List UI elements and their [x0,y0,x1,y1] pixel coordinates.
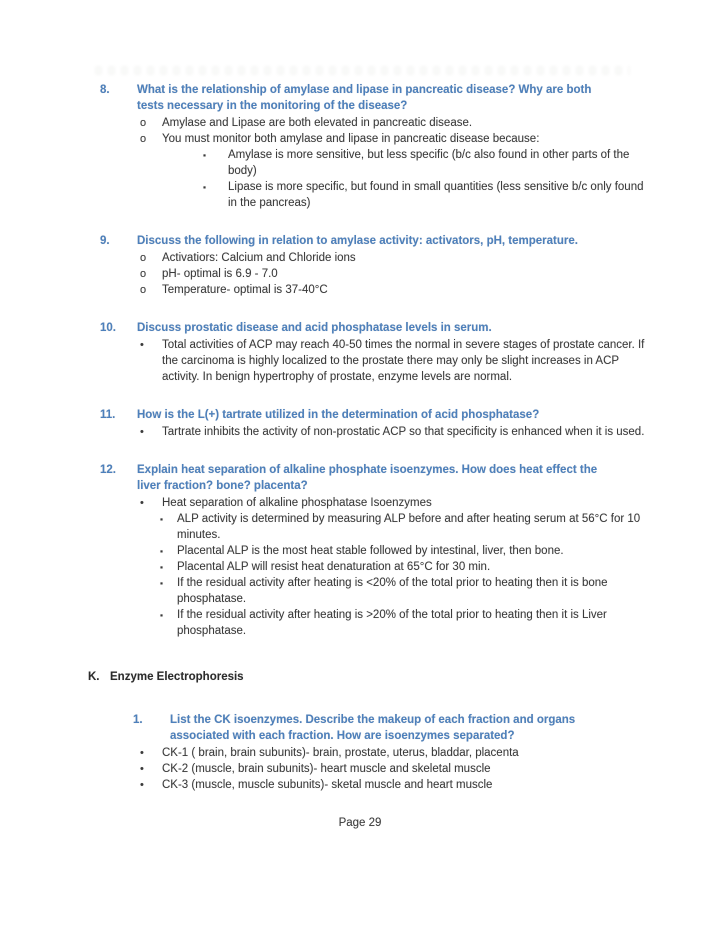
answer-item [160,511,645,543]
answer-text: If the residual activity after heating is <20% of the total prior to heating then it is bone phosphatase. [177,577,608,605]
question-heading-row [100,320,645,336]
answer-item [140,282,645,298]
answer-text: Activatiors: Calcium and Chloride ions [162,252,356,264]
question-heading: List the CK isoenzymes. Describe the makeup of each fraction and organs associated with each fraction. How are isoenzymes separated? [170,714,576,742]
answer-item [203,179,645,211]
answer-item [140,761,645,777]
question-heading: Explain heat separation of alkaline phosphate isoenzymes. How does heat effect the liver fraction? bone? placenta? [137,464,598,492]
answer-list [140,424,645,440]
answer-item [140,266,645,282]
answer-text: Placental ALP will resist heat denaturation at 65°C for 30 min. [177,561,491,573]
question-heading: Discuss prostatic disease and acid phosphatase levels in serum. [137,322,492,334]
question-number: 1. [133,714,143,726]
answer-text: CK-3 (muscle, muscle subunits)- sketal muscle and heart muscle [162,779,493,791]
question-number: 10. [100,322,116,334]
bullet-icon: • [140,339,144,351]
answer-item [140,115,645,131]
bullet-icon: • [140,497,144,509]
answer-item [140,250,645,266]
question-number: 12. [100,464,116,476]
bullet-icon: o [140,252,147,264]
bullet-icon: • [140,763,144,775]
question-list [100,82,720,639]
question-heading-row [100,407,645,423]
question-heading-row [100,233,645,249]
answer-item [203,147,645,179]
question-block [100,82,645,211]
bullet-icon: ▪ [203,182,207,192]
answer-list [140,745,645,793]
answer-text: Amylase and Lipase are both elevated in pancreatic disease. [162,117,473,129]
section-question-list [100,712,720,793]
bullet-icon: ▪ [160,610,164,620]
answer-text: Temperature- optimal is 37-40°C [162,284,328,296]
question-heading: What is the relationship of amylase and lipase in pancreatic disease? Why are both tests necessary in the monitoring of the disease? [137,84,592,112]
question-number: 8. [100,84,110,96]
question-block [100,407,645,440]
answer-list [140,250,645,298]
section-label: K. [88,671,100,683]
answer-item [160,543,645,559]
question-heading: Discuss the following in relation to amylase activity: activators, pH, temperature. [137,235,578,247]
bullet-icon: o [140,268,147,280]
question-heading-row [100,462,645,494]
bullet-icon: o [140,133,147,145]
question-heading: How is the L(+) tartrate utilized in the determination of acid phosphatase? [137,409,540,421]
answer-item [140,424,645,440]
answer-list [140,495,645,639]
page-number: Page 29 [338,817,382,829]
answer-item [140,131,645,147]
question-block [100,462,645,639]
answer-item [140,337,645,385]
answer-text: Amylase is more sensitive, but less specific (b/c also found in other parts of the body) [228,149,630,177]
answer-text: CK-2 (muscle, brain subunits)- heart muscle and skeletal muscle [162,763,491,775]
answer-item [160,575,645,607]
answer-text: You must monitor both amylase and lipase in pancreatic disease because: [162,133,540,145]
answer-text: If the residual activity after heating is >20% of the total prior to heating then it is Liver phosphatase. [177,609,607,637]
bullet-icon: ▪ [160,546,164,556]
answer-text: ALP activity is determined by measuring ALP before and after heating serum at 56°C for 10 minutes. [177,513,641,541]
bleed-through-artifact [95,66,630,75]
bullet-icon: • [140,747,144,759]
bullet-icon: ▪ [160,578,164,588]
bullet-icon: ▪ [160,562,164,572]
answer-text: pH- optimal is 6.9 - 7.0 [162,268,278,280]
bullet-icon: • [140,426,144,438]
question-number: 9. [100,235,110,247]
question-block [100,233,645,298]
answer-text: Total activities of ACP may reach 40-50 times the normal in severe stages of prostate cancer. If the carcinoma is highly localized to the prostate there may only be slight increases in ACP activity. In benign hypertrophy of prostate, enzyme levels are normal. [162,339,645,383]
bullet-icon: ▪ [160,514,164,524]
answer-item [140,495,645,511]
answer-list [140,337,645,385]
answer-item [140,745,645,761]
answer-item [160,559,645,575]
bullet-icon: o [140,117,147,129]
bullet-icon: o [140,284,147,296]
answer-text: Placental ALP is the most heat stable followed by intestinal, liver, then bone. [177,545,564,557]
answer-item [140,777,645,793]
question-block [100,320,645,385]
answer-text: Tartrate inhibits the activity of non-prostatic ACP so that specificity is enhanced when it is used. [162,426,645,438]
question-number: 11. [100,409,116,421]
bullet-icon: • [140,779,144,791]
answer-text: Heat separation of alkaline phosphatase Isoenzymes [162,497,432,509]
bullet-icon: ▪ [203,150,207,160]
answer-text: CK-1 ( brain, brain subunits)- brain, prostate, uterus, bladdar, placenta [162,747,519,759]
question-heading-row [100,82,645,114]
section-heading [88,669,720,685]
section-title: Enzyme Electrophoresis [110,671,244,683]
answer-text: Lipase is more specific, but found in small quantities (less sensitive b/c only found in the pancreas) [228,181,644,209]
answer-item [160,607,645,639]
question-block [100,712,645,793]
question-heading-row [100,712,645,744]
answer-list [140,115,645,211]
